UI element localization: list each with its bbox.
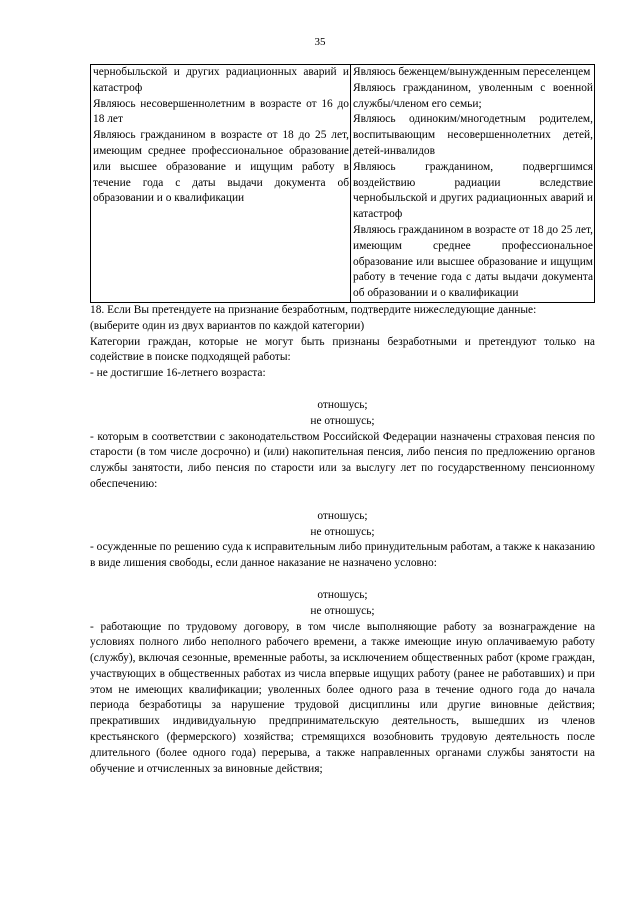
option-no[interactable]: не отношусь; (310, 525, 375, 538)
right-item[interactable]: Являюсь гражданином в возрасте от 18 до 25 лет, имеющим среднее профессиональное образование или высшее образование и ищущим работу в течение года с даты выдачи документа об образовании и о квалификации (353, 223, 593, 300)
option-no[interactable]: не отношусь; (310, 604, 375, 617)
right-item[interactable]: Являюсь беженцем/вынужденным переселенцем (353, 66, 591, 78)
option-no[interactable]: не отношусь; (310, 414, 375, 427)
category-text: - не достигшие 16-летнего возраста: (90, 367, 266, 380)
category-text: - работающие по трудовому договору, в том числе выполняющие работу за вознаграждение на условиях полного либо неполного рабочего времени, а также имеющие иную оплачиваемую работу (службу), включая сезонные, временные работы, за исключением общественных работ (кроме граждан, участвующих в общественных работах из числа впервые ищущих работу (ранее не работавших) и при этом не имеющих квалификации; уволенных более одного раза в течение одного года до начала периода безработицы за нарушение трудовой дисциплины или другие виновные действия; прекративших индивидуальную предпринимательскую деятельность, вышедших из членов крестьянского (фермерского) хозяйства; стремящихся возобновить трудовую деятельность после длительного (более одного года) перерыва, а также направленных органами службы занятости на обучение и отчисленных за виновные действия; (90, 620, 595, 775)
page-number: 35 (314, 36, 326, 48)
left-item[interactable]: чернобыльской и других радиационных аварий и катастроф (93, 66, 349, 94)
section-note: (выберите один из двух вариантов по каждой категории) (90, 319, 365, 332)
option-yes[interactable]: отношусь; (317, 588, 368, 601)
category-text: - которым в соответствии с законодательством Российской Федерации назначены страховая пенсия по старости (в том числе досрочно) и (или) накопительная пенсия, либо пенсия по предложению органов службы занятости, либо пенсия по старости или за выслугу лет по государственному пенсионному обеспечению: (90, 430, 595, 490)
left-item[interactable]: Являюсь гражданином в возрасте от 18 до 25 лет, имеющим среднее профессиональное образование или высшее образование и ищущим работу в течение года с даты выдачи документа об образовании и о квалификации (93, 129, 349, 205)
left-item[interactable]: Являюсь несовершеннолетним в возрасте от 16 до 18 лет (93, 97, 349, 126)
document-body (90, 64, 595, 777)
option-yes[interactable]: отношусь; (317, 509, 368, 522)
right-item[interactable]: Являюсь гражданином, уволенным с военной службы/членом его семьи; (353, 81, 593, 110)
section-heading: 18. Если Вы претендуете на признание безработным, подтвердите нижеследующие данные: (90, 303, 537, 316)
table-right-column (351, 65, 595, 303)
right-item[interactable]: Являюсь одиноким/многодетным родителем, воспитывающим несовершеннолетних детей, детей-инвалидов (353, 113, 593, 157)
section-intro: Категории граждан, которые не могут быть признаны безработными и претендуют только на содействие в поиске подходящей работы: (90, 335, 595, 364)
table-left-column (91, 65, 351, 303)
option-yes[interactable]: отношусь; (317, 398, 368, 411)
right-item[interactable]: Являюсь гражданином, подвергшимся воздействию радиации вследствие чернобыльской и других радиационных аварий и катастроф (353, 160, 593, 221)
category-table (90, 64, 595, 303)
category-text: - осужденные по решению суда к исправительным либо принудительным работам, а также к наказанию в виде лишения свободы, если данное наказание не назначено условно: (90, 541, 595, 570)
